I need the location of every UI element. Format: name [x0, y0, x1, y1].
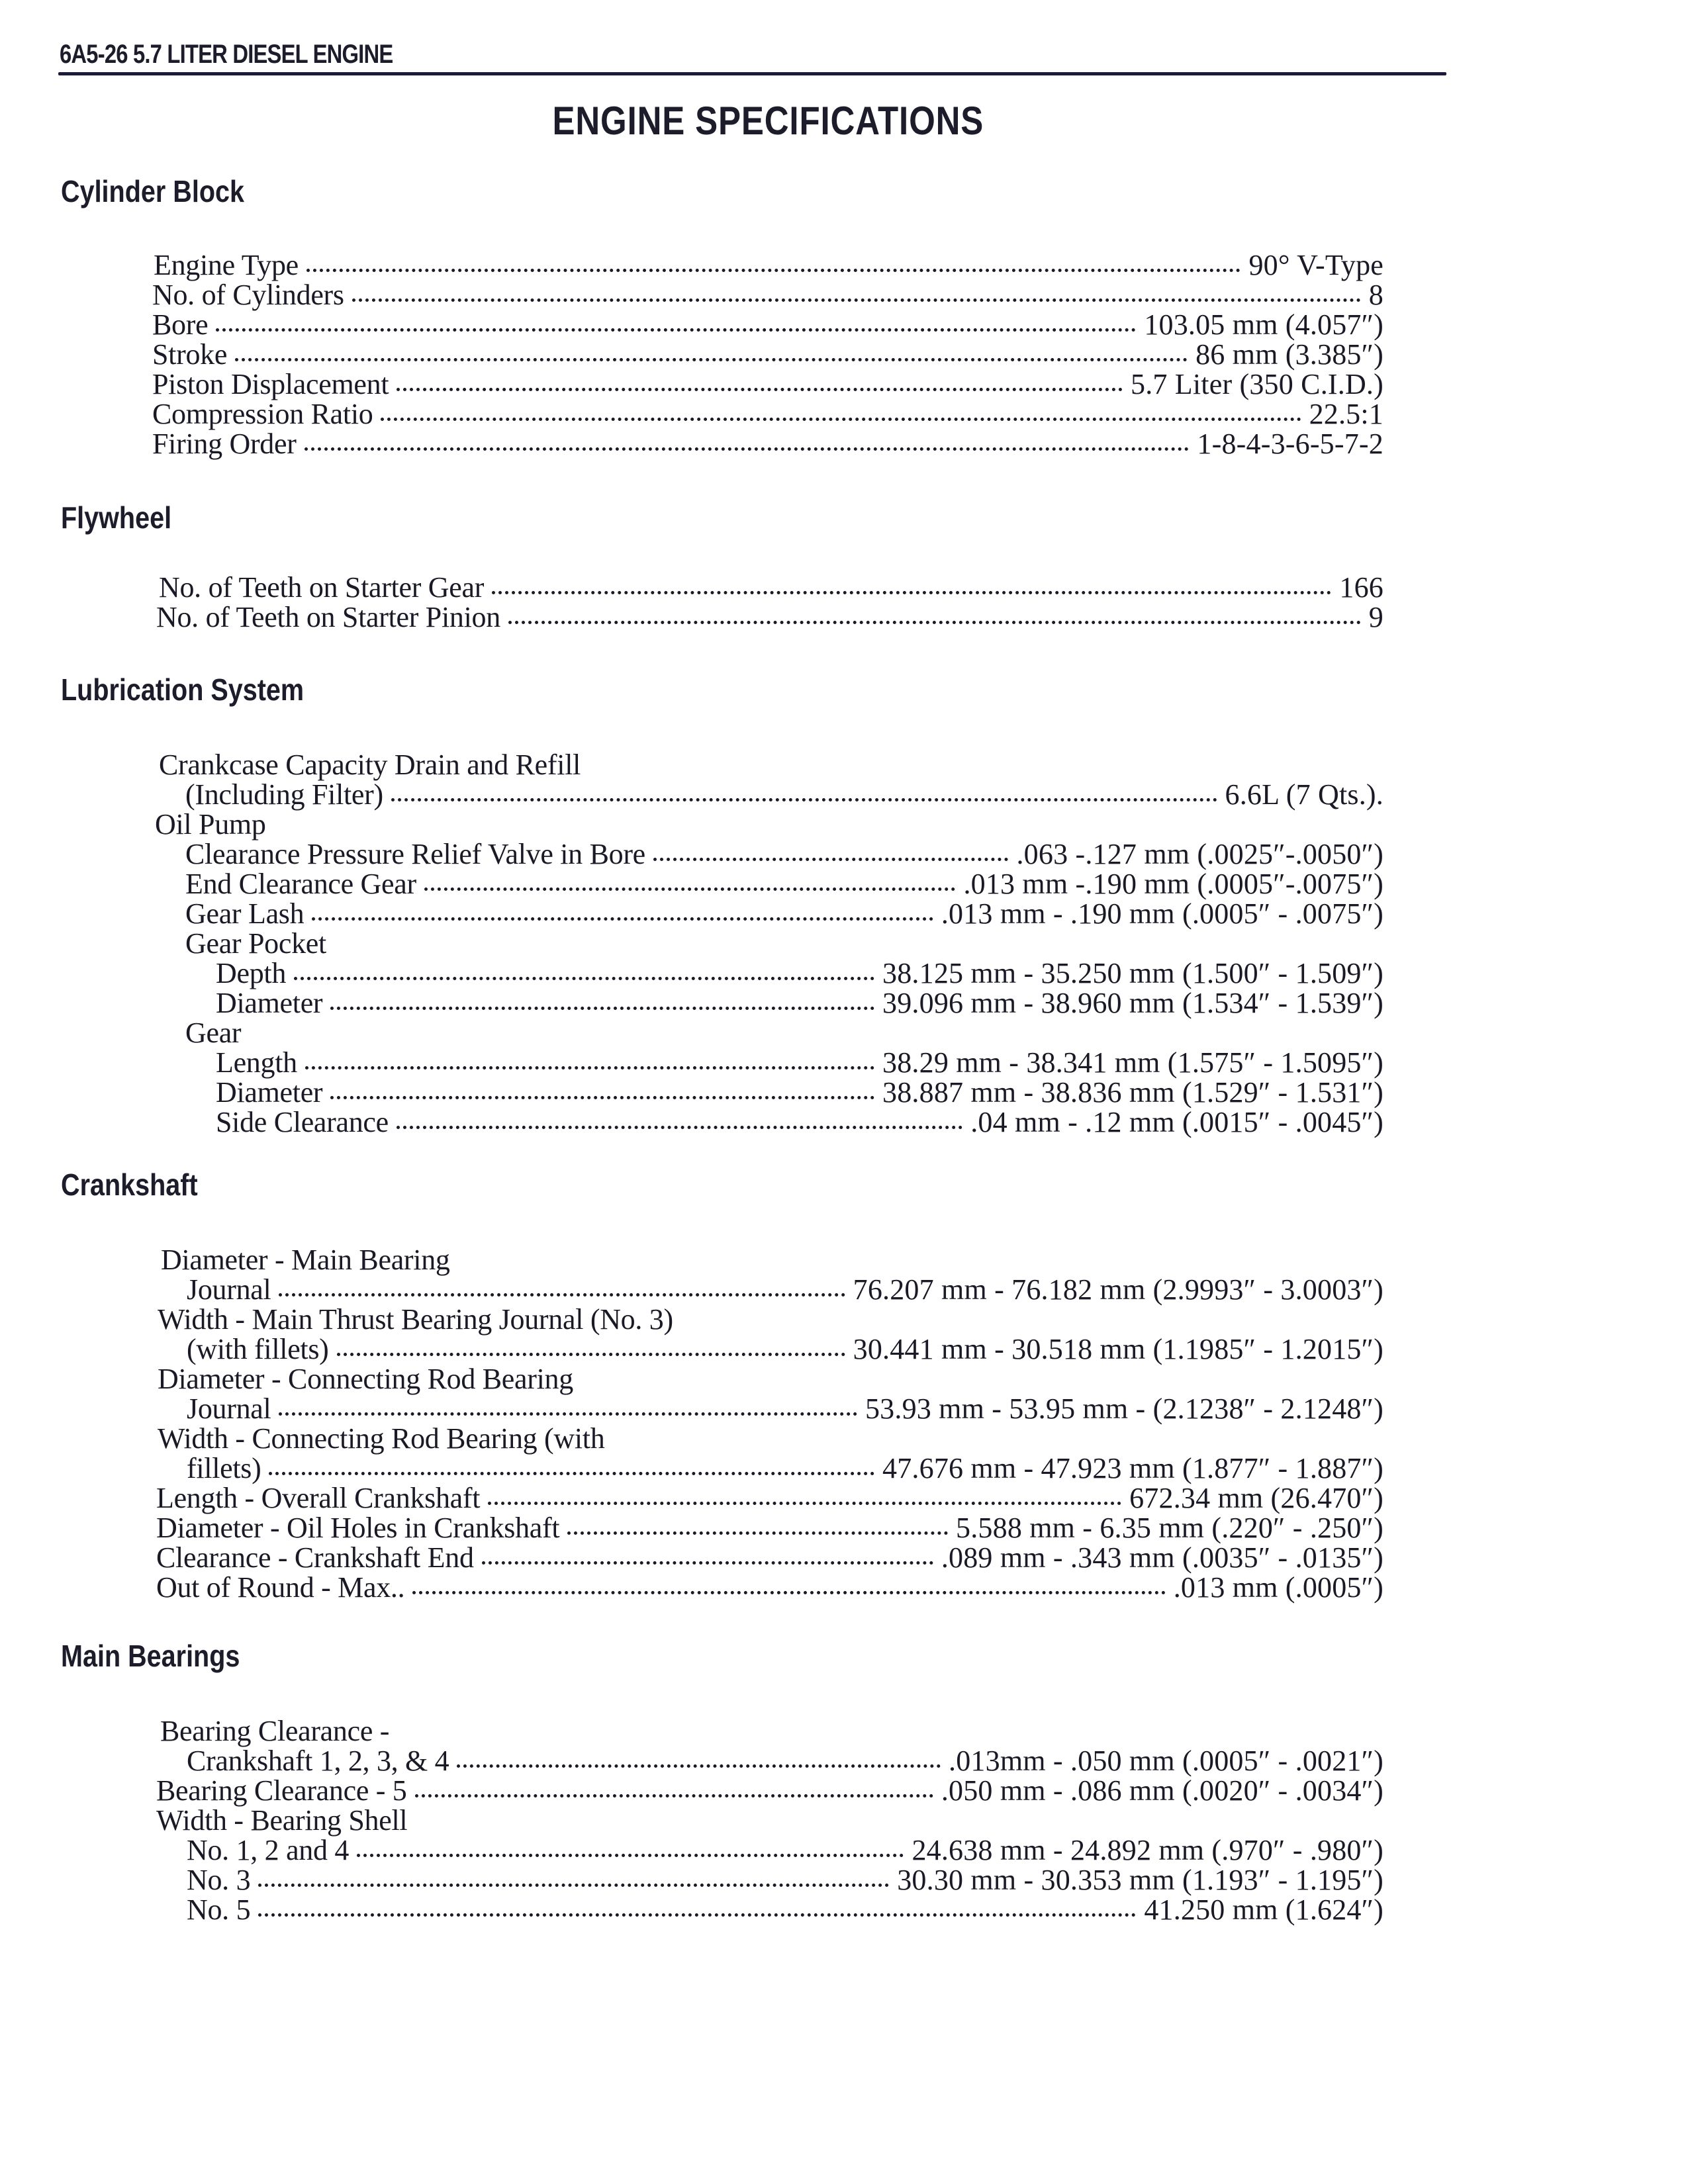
spec-row [154, 248, 1383, 279]
spec-value: 90° V-Type [1248, 249, 1383, 281]
dot-leader [306, 255, 1241, 275]
spec-row [152, 427, 1383, 460]
dot-leader [352, 285, 1361, 304]
dot-leader [258, 1870, 889, 1889]
spec-row [187, 1332, 1383, 1363]
spec-row [156, 1481, 1383, 1512]
spec-value: 38.125 mm - 35.250 mm (1.500″ - 1.509″) [882, 957, 1383, 989]
spec-label: Clearance - Crankshaft End [156, 1541, 474, 1574]
spec-label: No. of Teeth on Starter Gear [159, 571, 485, 604]
spec-row [187, 1863, 1383, 1896]
dot-leader [305, 433, 1190, 453]
spec-row [156, 1803, 1383, 1837]
section-heading-cylinder-block: Cylinder Block [61, 174, 245, 208]
spec-label: Engine Type [154, 249, 299, 281]
spec-label: (with fillets) [187, 1333, 329, 1365]
spec-row [152, 367, 1383, 398]
spec-row [216, 1046, 1383, 1079]
header-rule [58, 72, 1446, 75]
spec-label: Bearing Clearance - 5 [156, 1774, 407, 1807]
spec-value: 6.6L (7 Qts.). [1225, 778, 1383, 811]
spec-row [160, 1714, 1383, 1745]
spec-value: 103.05 mm (4.057″) [1144, 308, 1383, 341]
spec-label: Clearance Pressure Relief Valve in Bore [185, 838, 645, 870]
dot-leader [330, 993, 874, 1013]
spec-row [156, 1774, 1383, 1807]
spec-label: Gear [185, 1017, 242, 1049]
spec-value: 5.7 Liter (350 C.I.D.) [1131, 368, 1383, 400]
spec-value: 672.34 mm (26.470″) [1129, 1482, 1383, 1514]
dot-leader [269, 1458, 874, 1478]
spec-row [156, 600, 1383, 631]
dot-leader [397, 374, 1123, 394]
spec-value: 41.250 mm (1.624″) [1144, 1893, 1383, 1926]
spec-row [185, 867, 1383, 900]
spec-label: (Including Filter) [185, 778, 383, 811]
section-heading-lubrication-system: Lubrication System [61, 672, 305, 707]
spec-label: No. of Cylinders [152, 279, 344, 311]
dot-leader [424, 874, 956, 893]
spec-row [156, 1570, 1383, 1604]
spec-row [156, 1511, 1383, 1544]
dot-leader [415, 1780, 933, 1800]
dot-leader [457, 1751, 941, 1770]
dot-leader [357, 1840, 904, 1860]
page-title [0, 98, 1536, 144]
spec-row [187, 1744, 1383, 1777]
spec-row [187, 1273, 1383, 1306]
spec-label: No. 1, 2 and 4 [187, 1834, 350, 1866]
dot-leader [305, 1052, 874, 1072]
spec-label: Crankshaft 1, 2, 3, & 4 [187, 1745, 449, 1777]
spec-label: Piston Displacement [152, 368, 389, 400]
spec-label: Out of Round - Max.. [156, 1571, 405, 1604]
spec-row [159, 570, 1383, 604]
spec-row [216, 1105, 1383, 1136]
spec-value: .089 mm - .343 mm (.0035″ - .0135″) [941, 1541, 1383, 1574]
dot-leader [492, 577, 1331, 597]
spec-row [185, 837, 1383, 868]
spec-label: Diameter [216, 1076, 323, 1109]
spec-label: Width - Connecting Rod Bearing (with [158, 1422, 605, 1455]
spec-label: Length - Overall Crankshaft [156, 1482, 481, 1514]
spec-label: Journal [187, 1392, 271, 1425]
spec-value: 38.29 mm - 38.341 mm (1.575″ - 1.5095″) [882, 1046, 1383, 1079]
spec-value: .013 mm (.0005″) [1173, 1571, 1383, 1604]
spec-label: Compression Ratio [152, 398, 373, 430]
spec-label: Crankcase Capacity Drain and Refill [159, 749, 581, 781]
spec-value: .013 mm - .190 mm (.0005″ - .0075″) [941, 897, 1383, 930]
spec-label: Gear Lash [185, 897, 305, 930]
spec-row [216, 1075, 1383, 1109]
spec-value: .050 mm - .086 mm (.0020″ - .0034″) [941, 1774, 1383, 1807]
spec-row [158, 1422, 1383, 1455]
dot-leader [482, 1547, 933, 1567]
spec-value: .04 mm - .12 mm (.0015″ - .0045″) [970, 1106, 1383, 1138]
spec-label: Width - Bearing Shell [156, 1804, 408, 1837]
dot-leader [312, 903, 933, 923]
dot-leader [235, 344, 1188, 364]
dot-leader [412, 1577, 1165, 1597]
dot-leader [330, 1082, 874, 1102]
spec-row [152, 278, 1383, 311]
dot-leader [567, 1518, 948, 1537]
dot-leader [381, 404, 1301, 424]
spec-value: 22.5:1 [1309, 398, 1383, 430]
spec-value: 1-8-4-3-6-5-7-2 [1197, 428, 1383, 460]
spec-row [187, 1893, 1383, 1926]
spec-row [185, 778, 1383, 811]
spec-label: fillets) [187, 1452, 261, 1484]
spec-row [187, 1833, 1383, 1864]
spec-row [185, 927, 1383, 960]
section-heading-flywheel: Flywheel [61, 500, 172, 535]
spec-value: 30.30 mm - 30.353 mm (1.193″ - 1.195″) [897, 1864, 1383, 1896]
dot-leader [488, 1488, 1121, 1508]
dot-leader [337, 1339, 845, 1359]
spec-value: 38.887 mm - 38.836 mm (1.529″ - 1.531″) [882, 1076, 1383, 1109]
page-title-text: ENGINE SPECIFICATIONS [552, 99, 984, 143]
spec-label: Journal [187, 1273, 271, 1306]
spec-row [216, 956, 1383, 987]
dot-leader [397, 1112, 962, 1132]
spec-row [158, 1362, 1383, 1395]
spec-value: 8 [1368, 279, 1383, 311]
dot-leader [216, 314, 1136, 334]
spec-label: Diameter - Oil Holes in Crankshaft [156, 1512, 560, 1544]
spec-label: Oil Pump [155, 808, 266, 841]
spec-label: Firing Order [152, 428, 297, 460]
spec-row [152, 308, 1383, 341]
spec-label: No. of Teeth on Starter Pinion [156, 601, 500, 633]
spec-row [156, 1541, 1383, 1574]
spec-row [152, 397, 1383, 428]
spec-label: Side Clearance [216, 1106, 389, 1138]
spec-label: Length [216, 1046, 297, 1079]
spec-label: Diameter [216, 987, 323, 1019]
spec-row [187, 1392, 1383, 1425]
spec-label: Width - Main Thrust Bearing Journal (No. 3) [158, 1303, 673, 1336]
section-heading-main-bearings: Main Bearings [61, 1639, 240, 1673]
spec-value: 5.588 mm - 6.35 mm (.220″ - .250″) [956, 1512, 1383, 1544]
spec-value: 86 mm (3.385″) [1196, 338, 1383, 371]
spec-value: 53.93 mm - 53.95 mm - (2.1238″ - 2.1248″) [865, 1392, 1383, 1425]
spec-label: Gear Pocket [185, 927, 326, 960]
spec-value: 30.441 mm - 30.518 mm (1.1985″ - 1.2015″) [853, 1333, 1383, 1365]
section-heading-crankshaft: Crankshaft [61, 1167, 198, 1202]
spec-value: 76.207 mm - 76.182 mm (2.9993″ - 3.0003″) [853, 1273, 1383, 1306]
dot-leader [279, 1279, 845, 1299]
spec-value: 9 [1368, 601, 1383, 633]
spec-row [158, 1302, 1383, 1336]
spec-value: 166 [1339, 571, 1383, 604]
spec-label: Diameter - Connecting Rod Bearing [158, 1363, 573, 1395]
spec-value: .013mm - .050 mm (.0005″ - .0021″) [949, 1745, 1383, 1777]
spec-row [152, 338, 1383, 371]
spec-value: 24.638 mm - 24.892 mm (.970″ - .980″) [912, 1834, 1383, 1866]
spec-label: Stroke [152, 338, 228, 371]
spec-value: 39.096 mm - 38.960 mm (1.534″ - 1.539″) [882, 987, 1383, 1019]
spec-row [216, 986, 1383, 1017]
spec-label: Bearing Clearance - [160, 1715, 390, 1747]
spec-label: No. 3 [187, 1864, 251, 1896]
spec-row [185, 897, 1383, 930]
page-header: 6A5-26 5.7 LITER DIESEL ENGINE [60, 40, 393, 69]
spec-label: Depth [216, 957, 287, 989]
spec-value: .063 -.127 mm (.0025″-.0050″) [1016, 838, 1383, 870]
spec-row [187, 1451, 1383, 1482]
spec-label: No. 5 [187, 1893, 251, 1926]
spec-value: 47.676 mm - 47.923 mm (1.877″ - 1.887″) [882, 1452, 1383, 1484]
dot-leader [294, 963, 874, 983]
spec-row [185, 1016, 1383, 1049]
spec-row [159, 748, 1383, 781]
spec-label: Diameter - Main Bearing [161, 1244, 450, 1276]
spec-label: Bore [152, 308, 209, 341]
spec-row [161, 1243, 1383, 1276]
dot-leader [653, 844, 1009, 864]
spec-row [155, 807, 1383, 841]
spec-label: End Clearance Gear [185, 868, 416, 900]
dot-leader [508, 607, 1361, 627]
dot-leader [391, 784, 1217, 804]
spec-value: .013 mm -.190 mm (.0005″-.0075″) [963, 868, 1383, 900]
dot-leader [279, 1398, 857, 1418]
dot-leader [258, 1899, 1136, 1919]
